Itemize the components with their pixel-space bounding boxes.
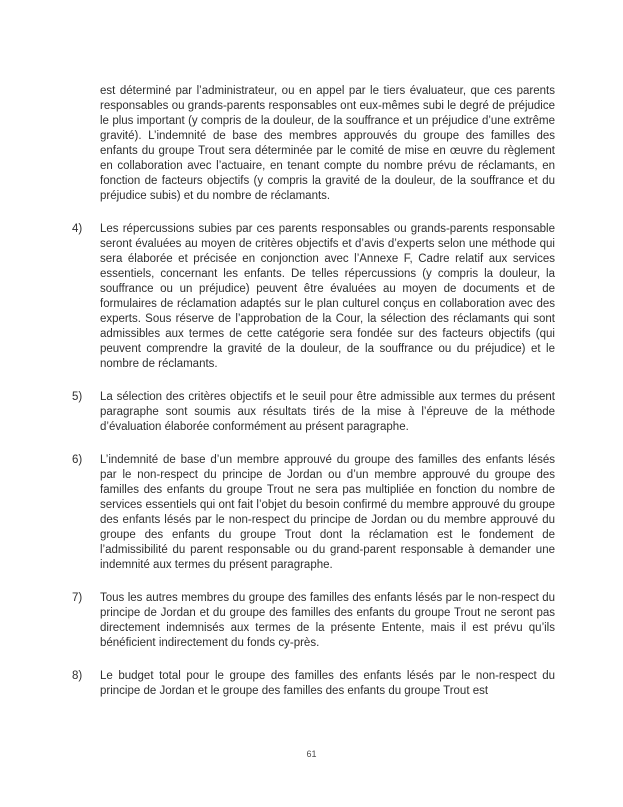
page-content bbox=[72, 84, 555, 699]
continuation-paragraph: est déterminé par l’administrateur, ou en appel par le tiers évaluateur, que ces parents responsables ou grands-parents responsables ont eux-mêmes subi le degré de préjudice le plus important (y compris de la douleur, de la souffrance et un préjudice d’une extrême gravité). L’indemnité de base des membres approuvés du groupe des familles des enfants du groupe Trout sera déterminée par le comité de mise en œuvre du règlement en collaboration avec l’actuaire, en tenant compte du nombre prévu de réclamants, en fonction de facteurs objectifs (y compris la gravité de la douleur, de la souffrance et du préjudice subis) et du nombre de réclamants. bbox=[100, 85, 555, 202]
list-item-5-text: La sélection des critères objectifs et le seuil pour être admissible aux termes du présent paragraphe sont soumis aux résultats tirés de la mise à l’épreuve de la méthode d’évaluation élaborée conformément au présent paragraphe. bbox=[100, 391, 555, 433]
list-item-5-marker: 5) bbox=[72, 391, 83, 403]
list-item-4-text: Les répercussions subies par ces parents responsables ou grands-parents responsable seront évaluées au moyen de critères objectifs et d’avis d’experts selon une méthode qui sera élaborée et précisée en conjonction avec l’Annexe F, Cadre relatif aux services essentiels, concernant les enfants. De telles répercussions (y compris la douleur, la souffrance ou un préjudice) peuvent être évaluées au moyen de documents et de formulaires de réclamation adaptés sur le plan culturel conçus en collaboration avec des experts. Sous réserve de l’approbation de la Cour, la sélection des réclamants qui sont admissibles aux termes de cette catégorie sera fondée sur des facteurs objectifs (qui peuvent comprendre la gravité de la douleur, de la souffrance ou du préjudice) et le nombre de réclamants. bbox=[100, 223, 555, 370]
list-item-6-text: L’indemnité de base d’un membre approuvé du groupe des familles des enfants lésés par le non-respect du principe de Jordan ou d’un membre approuvé du groupe des familles des enfants du groupe Trout ne sera pas multipliée en fonction du nombre de services essentiels qui ont fait l’objet du besoin confirmé du membre approuvé du groupe des enfants lésés par le non-respect du principe de Jordan ou du membre approuvé du groupe des enfants du groupe Trout dont la réclamation est le fondement de l’admissibilité du parent responsable ou du grand-parent responsable à demander une indemnité aux termes du présent paragraphe. bbox=[100, 454, 555, 571]
list-item-7-text: Tous les autres membres du groupe des familles des enfants lésés par le non-respect du principe de Jordan et du groupe des familles des enfants du groupe Trout ne seront pas directement indemnisés aux termes de la présente Entente, mais il est prévu qu’ils bénéficient indirectement du fonds cy-près. bbox=[100, 592, 555, 649]
list-item-6-marker: 6) bbox=[72, 454, 83, 466]
page-number: 61 bbox=[306, 749, 317, 759]
list-item-8-text: Le budget total pour le groupe des familles des enfants lésés par le non-respect du principe de Jordan et le groupe des familles des enfants du groupe Trout est bbox=[100, 670, 555, 697]
list-item-7 bbox=[72, 591, 555, 651]
list-item-8-marker: 8) bbox=[72, 670, 83, 682]
list-item-5 bbox=[72, 390, 555, 435]
list-item-8 bbox=[72, 669, 555, 699]
list-item-4 bbox=[72, 222, 555, 372]
list-item-6 bbox=[72, 453, 555, 573]
list-item-7-marker: 7) bbox=[72, 592, 83, 604]
list-item-4-marker: 4) bbox=[72, 223, 83, 235]
